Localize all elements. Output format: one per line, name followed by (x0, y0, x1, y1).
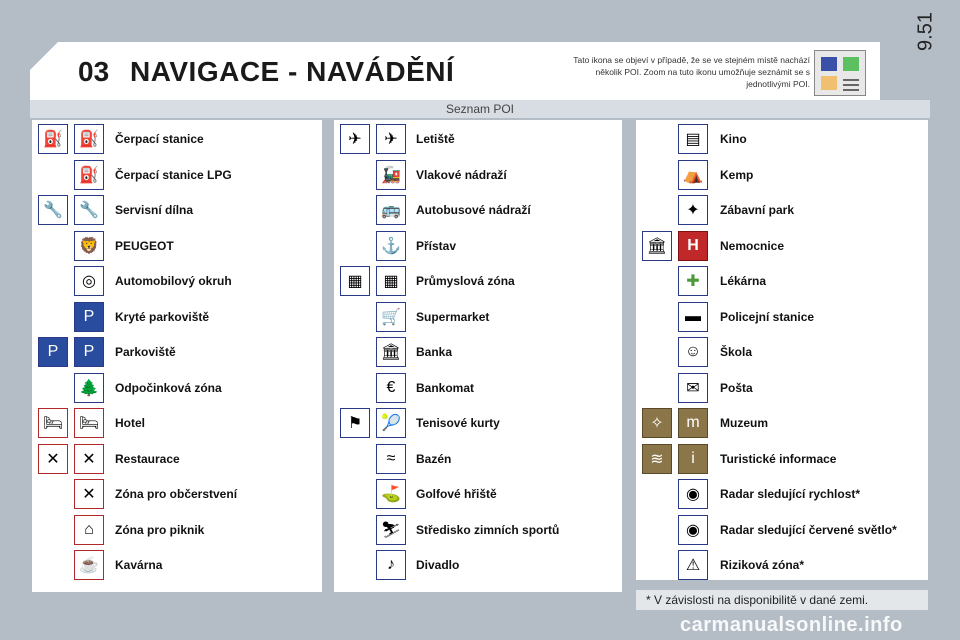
poi-label: Restaurace (115, 451, 180, 466)
poi-row (636, 231, 928, 263)
poi-label: Divadlo (416, 558, 460, 572)
peugeot-lion-icon: 🦁 (74, 231, 104, 261)
poi-row (32, 124, 322, 156)
poi-row (334, 195, 622, 227)
wrench-icon: 🔧 (74, 195, 104, 225)
poi-row (334, 266, 622, 298)
footnote-bar (636, 590, 928, 610)
poi-label: Pošta (720, 380, 753, 395)
poi-row (334, 302, 622, 334)
poi-label: Servisní dílna (115, 203, 194, 217)
poi-label: Riziková zóna* (720, 558, 805, 572)
parking-icon: P (74, 337, 104, 367)
poi-label: Čerpací stanice LPG (115, 167, 232, 182)
poi-row (636, 408, 928, 440)
speed-camera-icon: ◉ (678, 479, 708, 509)
info-icon: i (678, 444, 708, 474)
bus-icon: 🚌 (376, 195, 406, 225)
red-light-camera-icon: ◉ (678, 515, 708, 545)
page-number: 9.51 (914, 12, 937, 51)
poi-row (32, 408, 322, 440)
poi-row (636, 302, 928, 334)
poi-row (636, 515, 928, 547)
poi-label: Odpočinková zóna (115, 380, 222, 395)
train-icon: 🚂 (376, 160, 406, 190)
poi-label: Kino (720, 132, 747, 146)
harbor-icon: ⚓ (376, 231, 406, 261)
fuel-icon: ⛽ (38, 124, 68, 154)
poi-row (636, 550, 928, 582)
poi-row (636, 266, 928, 298)
poi-label: PEUGEOT (115, 238, 174, 253)
poi-label: Turistické informace (720, 451, 837, 466)
poi-label: Hotel (115, 416, 145, 430)
camping-icon: ⛺ (678, 160, 708, 190)
amusement-park-icon: ✦ (678, 195, 708, 225)
poi-row (32, 302, 322, 334)
poi-label: Policejní stanice (720, 309, 815, 324)
poi-row (636, 124, 928, 156)
poi-label: Průmyslová zóna (416, 274, 515, 288)
poi-label: Čerpací stanice (115, 132, 204, 146)
poi-column-3 (636, 120, 928, 580)
watermark: carmanualsonline.info (680, 614, 903, 636)
bed-icon: 🛏 (38, 408, 68, 438)
multi-poi-icon (814, 50, 866, 96)
poi-label: Kryté parkoviště (115, 309, 210, 324)
footnote: * V závislosti na disponibilitě v dané zemi. (646, 593, 869, 607)
picnic-icon: ⌂ (74, 515, 104, 545)
poi-column-1 (32, 120, 322, 592)
poi-label: Zóna pro občerstvení (115, 487, 238, 501)
shopping-cart-icon: 🛒 (376, 302, 406, 332)
poi-row (334, 444, 622, 476)
poi-label: Zóna pro piknik (115, 522, 205, 537)
poi-label: Zábavní park (720, 203, 795, 217)
theater-icon: ♪ (376, 550, 406, 580)
bed-icon: 🛏 (74, 408, 104, 438)
cutlery-icon: ✕ (38, 444, 68, 474)
film-icon: ▤ (678, 124, 708, 154)
poi-row (334, 515, 622, 547)
poi-label: Vlakové nádraží (416, 167, 507, 182)
poi-row (32, 550, 322, 582)
poi-label: Radar sledující červené světlo* (720, 522, 897, 537)
chapter-number: 03 (78, 56, 110, 87)
poi-label: Letiště (416, 132, 455, 146)
poi-row (32, 444, 322, 476)
poi-label: Středisko zimních sportů (416, 522, 560, 537)
poi-label: Bankomat (416, 380, 475, 395)
museum-m-icon: m (678, 408, 708, 438)
poi-label: Muzeum (720, 416, 768, 430)
covered-parking-icon: P (74, 302, 104, 332)
poi-label: Golfové hřiště (416, 487, 497, 501)
snack-area-icon: ✕ (74, 479, 104, 509)
envelope-icon: ✉ (678, 373, 708, 403)
poi-row (334, 124, 622, 156)
poi-row (636, 337, 928, 369)
poi-label: Nemocnice (720, 238, 785, 253)
poi-row (32, 479, 322, 511)
page-title: NAVIGACE - NAVÁDĚNÍ (130, 56, 455, 87)
hospital-icon: H (678, 231, 708, 261)
poi-label: Supermarket (416, 309, 490, 324)
poi-label: Automobilový okruh (115, 274, 232, 288)
poi-label: Přístav (416, 238, 457, 253)
poi-row (32, 231, 322, 263)
poi-row (636, 195, 928, 227)
tennis-icon: 🎾 (376, 408, 406, 438)
poi-row (334, 337, 622, 369)
poi-row (636, 444, 928, 476)
poi-row (334, 160, 622, 192)
museum-building-icon: 🏛 (642, 231, 672, 261)
sport-multi-icon: ⚑ (340, 408, 370, 438)
poi-column-2 (334, 120, 622, 592)
poi-row (636, 479, 928, 511)
fuel-icon: ⛽ (74, 124, 104, 154)
skier-icon: ⛷ (376, 515, 406, 545)
race-track-icon: ◎ (74, 266, 104, 296)
poi-row (32, 195, 322, 227)
poi-label: Bazén (416, 451, 452, 466)
airplane-icon: ✈ (376, 124, 406, 154)
swimmer-icon: ≈ (376, 444, 406, 474)
poi-label: Kavárna (115, 558, 163, 572)
coffee-cup-icon: ☕ (74, 550, 104, 580)
poi-label: Autobusové nádraží (416, 203, 531, 217)
warning-triangle-icon: ⚠ (678, 550, 708, 580)
poi-label: Lékárna (720, 274, 767, 288)
poi-row (32, 337, 322, 369)
school-children-icon: ☺ (678, 337, 708, 367)
poi-label: Parkoviště (115, 345, 176, 359)
poi-label: Banka (416, 345, 453, 359)
lpg-fuel-icon: ⛽ (74, 160, 104, 190)
bank-icon: 🏛 (376, 337, 406, 367)
poi-row (32, 373, 322, 405)
poi-row (636, 373, 928, 405)
poi-label: Tenisové kurty (416, 416, 500, 430)
airport-multi-icon: ✈ (340, 124, 370, 154)
poi-label: Kemp (720, 167, 754, 182)
poi-label: Škola (720, 345, 753, 359)
info-multi-icon: ≋ (642, 444, 672, 474)
poi-row (334, 550, 622, 582)
museum-compass-icon: ✧ (642, 408, 672, 438)
pharmacy-cross-icon: ✚ (678, 266, 708, 296)
poi-row (334, 408, 622, 440)
atm-icon: € (376, 373, 406, 403)
industrial-multi-icon: ▦ (376, 266, 406, 296)
rest-area-icon: 🌲 (74, 373, 104, 403)
cutlery-icon: ✕ (74, 444, 104, 474)
poi-row (32, 515, 322, 547)
golfer-icon: ⛳ (376, 479, 406, 509)
poi-row (32, 160, 322, 192)
list-title-bar (30, 100, 930, 118)
police-icon: ▬ (678, 302, 708, 332)
list-title: Seznam POI (445, 102, 515, 116)
poi-label: Radar sledující rychlost* (720, 487, 861, 501)
poi-row (636, 160, 928, 192)
poi-row (334, 373, 622, 405)
parking-icon: P (38, 337, 68, 367)
poi-row (32, 266, 322, 298)
intro-text: Tato ikona se objeví v případě, že se ve stejném místě nachází několik POI. Zoom na tuto ikonu umožňuje seznámit se s jednotlivými POI. (573, 55, 810, 89)
poi-row (334, 479, 622, 511)
poi-row (334, 231, 622, 263)
industrial-multi-icon: ▦ (340, 266, 370, 296)
wrench-icon: 🔧 (38, 195, 68, 225)
